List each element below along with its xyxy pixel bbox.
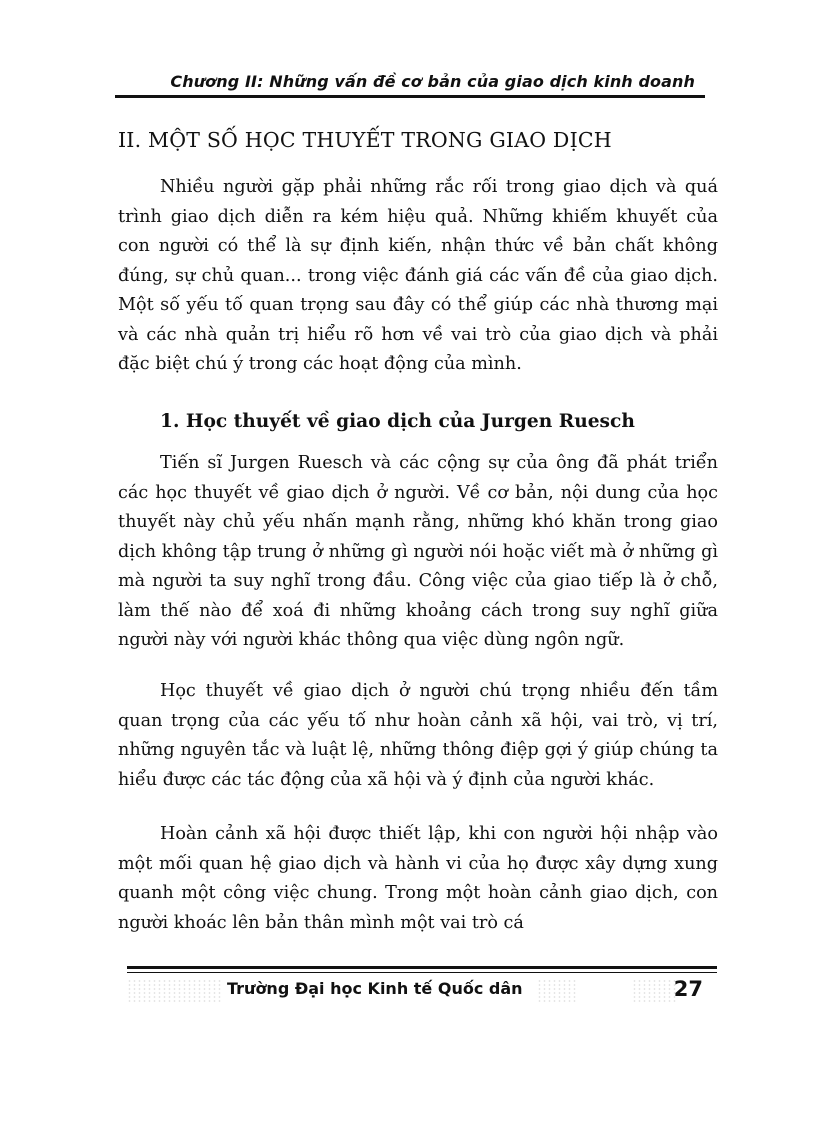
paragraph-intro: Nhiều người gặp phải những rắc rối trong giao dịch và quá trình giao dịch diễn ra kém hiệu quả. Những khiếm khuyết của con người có thể là sự định kiến, nhận thức về bản chất không đúng, sự chủ quan... trong việc đánh giá các vấn đề của giao dịch. Một số yếu tố quan trọng sau đây có thể giúp các nhà thương mại và các nhà quản trị hiểu rõ hơn về vai trò của giao dịch và phải đặc biệt chú ý trong các hoạt động của mình.	[118, 177, 718, 374]
section-title: II. MỘT SỐ HỌC THUYẾT TRONG GIAO DỊCH	[118, 128, 612, 152]
subsection-title: 1. Học thuyết về giao dịch của Jurgen Ruesch	[160, 411, 635, 432]
footer-rule-thick	[127, 966, 717, 969]
footer-texture	[537, 979, 577, 1003]
running-header	[115, 72, 705, 98]
footer-institution: Trường Đại học Kinh tế Quốc dân	[227, 979, 523, 998]
footer-texture	[632, 979, 677, 1003]
footer-texture	[127, 979, 222, 1003]
footer-row	[127, 977, 717, 1007]
paragraph-ruesch-theory: Tiến sĩ Jurgen Ruesch và các cộng sự của ông đã phát triển các học thuyết về giao dịch ở người. Về cơ bản, nội dung của học thuyết này chủ yếu nhấn mạnh rằng, những khó khăn trong giao dịch không tập trung ở những gì người nói hoặc viết mà ở những gì mà người ta suy nghĩ trong đầu. Công việc của giao tiếp là ở chỗ, làm thế nào để xoá đi những khoảng cách trong suy nghĩ giữa người này với người khác thông qua việc dùng ngôn ngữ.	[118, 453, 718, 650]
footer-rule-thin	[127, 972, 717, 973]
header-rule	[115, 95, 705, 98]
paragraph-human-transaction: Học thuyết về giao dịch ở người chú trọng nhiều đến tầm quan trọng của các yếu tố như hoàn cảnh xã hội, vai trò, vị trí, những nguyên tắc và luật lệ, những thông điệp gợi ý giúp chúng ta hiểu được các tác động của xã hội và ý định của người khác.	[118, 681, 718, 790]
page-number: 27	[673, 977, 703, 1001]
paragraph-social-context: Hoàn cảnh xã hội được thiết lập, khi con người hội nhập vào một mối quan hệ giao dịch và hành vi của họ được xây dựng xung quanh một công việc chung. Trong một hoàn cảnh giao dịch, con người khoác lên bản thân mình một vai trò cá	[118, 824, 718, 933]
chapter-header: Chương II: Những vấn đề cơ bản của giao dịch kinh doanh	[170, 72, 695, 91]
page-footer	[127, 966, 717, 1007]
